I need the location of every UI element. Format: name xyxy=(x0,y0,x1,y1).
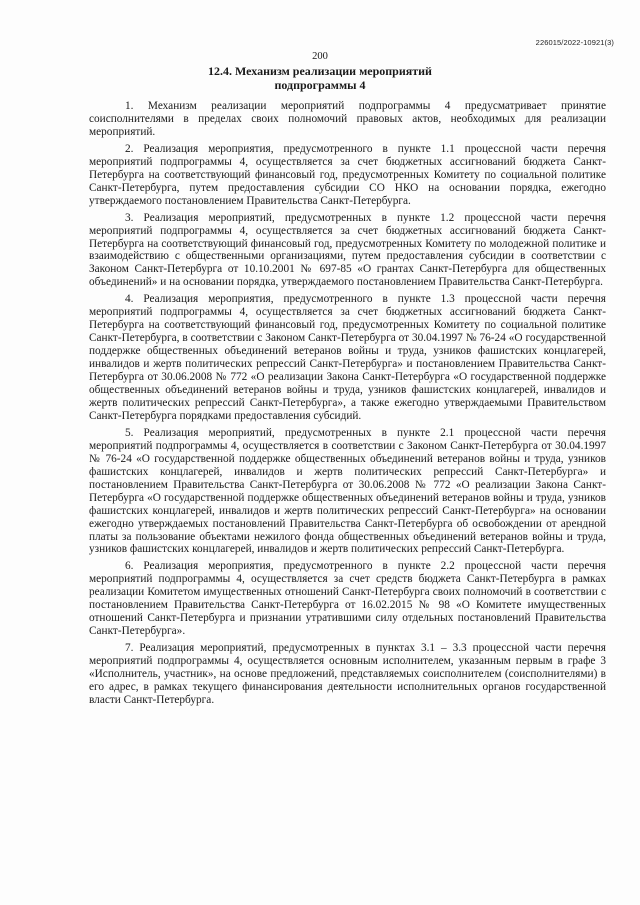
paragraph-4: 4. Реализация мероприятия, предусмотренного в пункте 1.3 процессной части перечня мероприятий подпрограммы 4, осуществляется за счет бюджетных ассигнований бюджета Санкт-Петербурга на соответствующий финансовый год, предусмотренных Комитету по социальной политике Санкт-Петербурга, в соответствии с Законом Санкт-Петербурга от 30.04.1997 № 76-24 «О государственной поддержке общественных объединений ветеранов войны и труда, узников фашистских концлагерей, инвалидов и жертв политических репрессий Санкт-Петербурга» и постановлением Правительства Санкт-Петербурга от 30.06.2008 № 772 «О реализации Закона Санкт-Петербурга «О государственной поддержке общественных объединений ветеранов войны и труда, узников фашистских концлагерей, инвалидов и жертв политических репрессий Санкт-Петербурга», а также ежегодно утверждаемыми Правительством Санкт-Петербурга порядками предоставления субсидий. xyxy=(89,293,606,422)
paragraph-5: 5. Реализация мероприятий, предусмотренных в пункте 2.1 процессной части перечня мероприятий подпрограммы 4, осуществляется в соответствии с Законом Санкт-Петербурга от 30.04.1997 № 76-24 «О государственной поддержке общественных объединений ветеранов войны и труда, узников фашистских концлагерей, инвалидов и жертв политических репрессий Санкт-Петербурга» и постановлением Правительства Санкт-Петербурга от 30.06.2008 № 772 «О реализации Закона Санкт-Петербурга «О государственной поддержке общественных объединений ветеранов войны и труда, узников фашистских концлагерей, инвалидов и жертв политических репрессий Санкт-Петербурга» на основании ежегодно утверждаемых постановлений Правительства Санкт-Петербурга об освобождении от арендной платы за пользование объектами нежилого фонда общественных объединений ветеранов войны и труда, узников фашистских концлагерей, инвалидов и жертв политических репрессий Санкт-Петербурга. xyxy=(89,426,606,556)
section-title-line-2: подпрограммы 4 xyxy=(274,78,366,92)
paragraph-3: 3. Реализация мероприятий, предусмотренных в пункте 1.2 процессной части перечня мероприятий подпрограммы 4, осуществляется за счет бюджетных ассигнований бюджета Санкт-Петербурга на соответствующий финансовый год, предусмотренных Комитету по молодежной политике и взаимодействию с общественными организациями, путем предоставления субсидии в соответствии с Законом Санкт-Петербурга от 10.10.2001 № 697-85 «О грантах Санкт-Петербурга для общественных объединений» и на основании порядка, утверждаемого постановлением Правительства Санкт-Петербурга. xyxy=(89,211,606,289)
paragraph-6: 6. Реализация мероприятия, предусмотренного в пункте 2.2 процессной части перечня мероприятий подпрограммы 4, осуществляется за счет средств бюджета Санкт-Петербурга в рамках реализации Комитетом имущественных отношений Санкт-Петербурга своих полномочий в соответствии с постановлением Правительства Санкт-Петербурга от 16.02.2015 № 98 «О Комитете имущественных отношений Санкт-Петербурга и признании утратившими силу отдельных постановлений Правительства Санкт-Петербурга». xyxy=(89,560,606,638)
section-title-line-1: 12.4. Механизм реализации мероприятий xyxy=(208,64,432,78)
paragraph-7: 7. Реализация мероприятий, предусмотренных в пунктах 3.1 – 3.3 процессной части перечня мероприятий подпрограммы 4, осуществляется основным исполнителем, указанным первым в графе 3 «Исполнитель, участник», на основе предложений, представляемых соисполнителем (соисполнителями) в его адрес, в рамках текущего финансирования деятельности исполнительных органов государственной власти Санкт-Петербурга. xyxy=(89,642,606,706)
paragraph-2: 2. Реализация мероприятия, предусмотренного в пункте 1.1 процессной части перечня мероприятий подпрограммы 4, осуществляется за счет бюджетных ассигнований бюджета Санкт-Петербурга на соответствующий финансовый год, предусмотренных Комитету по социальной политике Санкт-Петербурга, путем предоставления субсидии СО НКО на основании порядка, ежегодно утверждаемого постановлением Правительства Санкт-Петербурга. xyxy=(89,142,606,207)
paragraph-1: 1. Механизм реализации мероприятий подпрограммы 4 предусматривает принятие соисполнителями в пределах своих полномочий правовых актов, необходимых для реализации мероприятий. xyxy=(89,100,606,138)
section-title xyxy=(80,64,560,92)
document-registration-number: 226015/2022-10921(3) xyxy=(535,38,614,47)
page-number: 200 xyxy=(312,51,328,62)
document-body xyxy=(89,100,606,711)
